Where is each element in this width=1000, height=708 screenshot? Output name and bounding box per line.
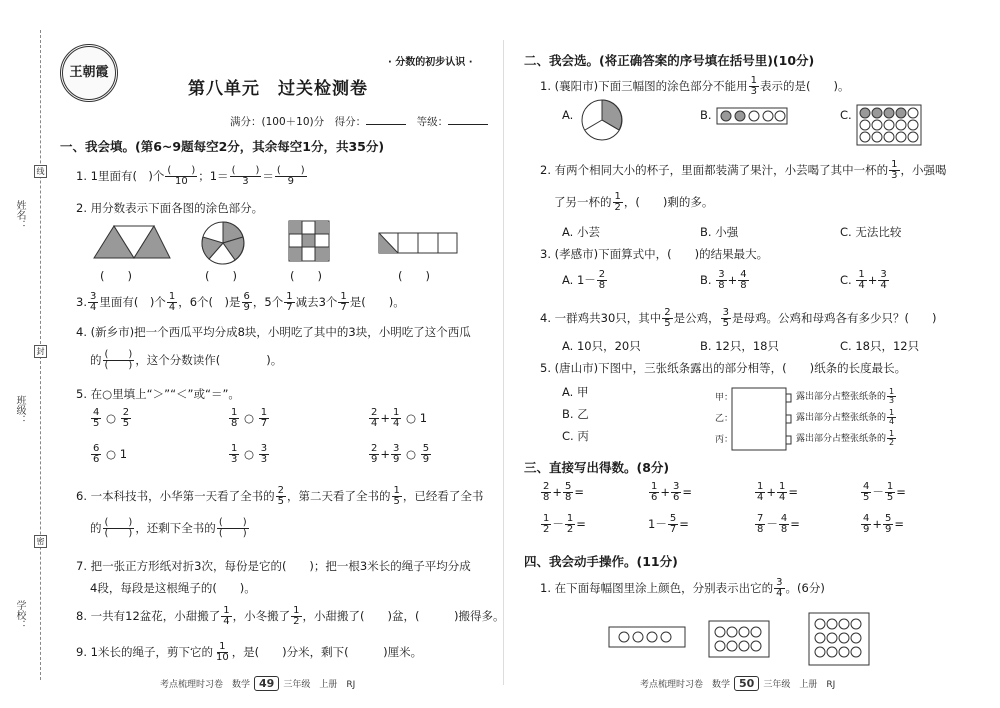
- calc-item: $\frac{1}{4}$ + $\frac{1}{4}$ =: [757, 481, 799, 503]
- calc-item: $\frac{2}{8}$ + $\frac{5}{8}$ =: [543, 481, 585, 503]
- option-c: C. $\frac{1}{4}$ + $\frac{3}{4}$: [840, 269, 887, 291]
- school-label: 学校：: [14, 600, 25, 630]
- option-a: A. 10只，20只: [562, 339, 641, 353]
- footer-right: 考点梳理时习卷 数学 50 三年级 上册 RJ: [640, 677, 836, 690]
- option-c: C. 丙: [562, 429, 589, 443]
- option-b: B. 小强: [700, 225, 739, 239]
- question-2-5: 5. (唐山市)下图中，三张纸条露出的部分相等，( )纸条的长度最长。: [540, 361, 907, 375]
- flower-box-large: [808, 612, 870, 666]
- binding-tag: 密: [34, 535, 47, 548]
- paper-strips-figure: [730, 386, 792, 452]
- calc-item: 1－ $\frac{5}{7}$ =: [648, 513, 689, 535]
- binding-tag: 封: [34, 345, 47, 358]
- answer-paren[interactable]: ( ): [398, 269, 430, 283]
- question-2-2b: 了另一杯的 $\frac{1}{2}$ ，( )剩的多。: [554, 191, 714, 213]
- question-1-2: 2. 用分数表示下面各图的涂色部分。: [76, 201, 264, 215]
- strip-label: 丙：: [715, 435, 734, 445]
- pie-option-figure: [580, 98, 624, 142]
- compare-row: $\frac{1}{3}$ ○ $\frac{3}{3}$: [231, 443, 268, 465]
- compare-row: $\frac{2}{9}$ + $\frac{3}{9}$ ○ $\frac{5}{9}$: [371, 443, 430, 465]
- compare-row: $\frac{2}{4}$ + $\frac{1}{4}$ ○ 1: [371, 407, 428, 429]
- question-1-6a: 6. 一本科技书，小华第一天看了全书的 $\frac{2}{5}$ ，第二天看了全书的 $\frac{1}{5}$ ，已经看了全书: [76, 485, 484, 507]
- question-2-1: 1. (襄阳市)下面三幅图的涂色部分不能用 $\frac{1}{3}$ 表示的是( )。: [540, 75, 850, 97]
- name-label: 姓名：: [14, 200, 25, 230]
- option-c: C.: [840, 108, 852, 122]
- question-1-3: 3. $\frac{3}{4}$ 里面有( )个 $\frac{1}{4}$ ，6个( )是 $\frac{6}{9}$ ，5个 $\frac{1}{7}$ 减去3个 $\frac{1}{7}$ 是( )。: [76, 291, 405, 313]
- option-b: B.: [700, 108, 712, 122]
- question-1-9: 9. 1米长的绳子，剪下它的 $\frac{1}{10}$ ，是( )分米，剩下( )厘米。: [76, 641, 423, 663]
- strip-figure: [378, 232, 458, 254]
- question-1-5: 5. 在○里填上“＞”“＜”或“＝”。: [76, 387, 240, 401]
- brand-logo: 王朝霞: [60, 44, 118, 102]
- option-b: B. 乙: [562, 407, 589, 421]
- answer-paren[interactable]: ( ): [205, 269, 237, 283]
- calc-item: $\frac{1}{2}$ － $\frac{1}{2}$ =: [543, 513, 586, 535]
- footer-left: 考点梳理时习卷 数学 49 三年级 上册 RJ: [160, 677, 356, 690]
- option-c: C. 无法比较: [840, 225, 902, 239]
- calc-item: $\frac{1}{6}$ + $\frac{3}{6}$ =: [651, 481, 693, 503]
- circles-strip-figure: [716, 107, 788, 125]
- page-divider: [503, 40, 504, 685]
- question-1-4b: 的 $\frac{( )}{( )}$ ，这个分数读作( )。: [90, 349, 283, 371]
- option-b: B. $\frac{3}{8}$ + $\frac{4}{8}$: [700, 269, 747, 291]
- calc-item: $\frac{7}{8}$ － $\frac{4}{8}$ =: [757, 513, 800, 535]
- question-1-7a: 7. 把一张正方形纸对折3次，每份是它的( )；把一根3米长的绳子平均分成: [76, 559, 471, 573]
- page-title: 第八单元 过关检测卷: [188, 79, 368, 99]
- strip-note: 露出部分占整张纸条的 $\frac{1}{2}$: [796, 429, 895, 447]
- question-4-1: 1. 在下面每幅图里涂上颜色，分别表示出它的 $\frac{3}{4}$ 。(6分): [540, 577, 825, 599]
- triangles-figure: [92, 222, 172, 262]
- option-b: B. 12只，18只: [700, 339, 779, 353]
- question-1-4a: 4. (新乡市)把一个西瓜平均分成8块，小明吃了其中的3块，小明吃了这个西瓜: [76, 325, 471, 339]
- compare-row: $\frac{4}{5}$ ○ $\frac{2}{5}$: [93, 407, 130, 429]
- option-a: A. 1－ $\frac{2}{8}$: [562, 269, 606, 291]
- grid-figure: [288, 220, 330, 262]
- question-2-4: 4. 一群鸡共30只，其中 $\frac{2}{5}$ 是公鸡， $\frac{3}{5}$ 是母鸡。公鸡和母鸡各有多少只？( ): [540, 307, 937, 329]
- flower-box-small: [608, 626, 686, 648]
- option-c: C. 18只，12只: [840, 339, 920, 353]
- class-label: 班级：: [14, 395, 25, 425]
- compare-row: $\frac{1}{8}$ ○ $\frac{1}{7}$: [231, 407, 268, 429]
- question-2-2a: 2. 有两个相同大小的杯子，里面都装满了果汁，小芸喝了其中一杯的 $\frac{1}{3}$ ，小强喝: [540, 159, 947, 181]
- circle-figure: [200, 220, 246, 266]
- strip-note: 露出部分占整张纸条的 $\frac{1}{4}$: [796, 408, 895, 426]
- option-a: A. 甲: [562, 385, 589, 399]
- unit-topic: · 分数的初步认识 ·: [388, 57, 473, 68]
- section-4-heading: 四、我会动手操作。(11分): [524, 554, 678, 569]
- question-1-8: 8. 一共有12盆花，小甜搬了 $\frac{1}{4}$ ，小冬搬了 $\frac{1}{2}$ ，小甜搬了( )盆，( )搬得多。: [76, 605, 505, 627]
- answer-paren[interactable]: ( ): [290, 269, 322, 283]
- question-1-6b: 的 $\frac{( )}{( )}$ ，还剩下全书的 $\frac{( )}{( )}$: [90, 517, 247, 539]
- question-1-1: 1. 1里面有( )个 $\frac{( )}{10}$ ；1＝ $\frac{( )}{3}$ ＝ $\frac{( )}{9}$: [76, 165, 305, 187]
- section-1-heading: 一、我会填。(第6~9题每空2分，其余每空1分，共35分): [60, 139, 385, 154]
- compare-row: $\frac{6}{6}$ ○ 1: [93, 443, 128, 465]
- option-a: A.: [562, 108, 574, 122]
- strip-label: 乙：: [715, 414, 734, 424]
- answer-paren[interactable]: ( ): [100, 269, 132, 283]
- question-2-3: 3. (孝感市)下面算式中，( )的结果最大。: [540, 247, 769, 261]
- section-2-heading: 二、我会选。(将正确答案的序号填在括号里)(10分): [524, 53, 815, 68]
- circles-grid-figure: [856, 104, 922, 146]
- calc-item: $\frac{4}{9}$ + $\frac{5}{9}$ =: [863, 513, 905, 535]
- section-3-heading: 三、直接写出得数。(8分): [524, 460, 670, 475]
- question-1-7b: 4段，每段是这根绳子的( )。: [90, 581, 256, 595]
- option-a: A. 小芸: [562, 225, 600, 239]
- strip-label: 甲：: [715, 393, 734, 403]
- calc-item: $\frac{4}{5}$ － $\frac{1}{5}$ =: [863, 481, 906, 503]
- score-line: 满分：(100＋10)分 得分： 等级：: [230, 114, 488, 129]
- binding-tag: 线: [34, 165, 47, 178]
- flower-box-medium: [708, 620, 770, 658]
- strip-note: 露出部分占整张纸条的 $\frac{1}{3}$: [796, 387, 895, 405]
